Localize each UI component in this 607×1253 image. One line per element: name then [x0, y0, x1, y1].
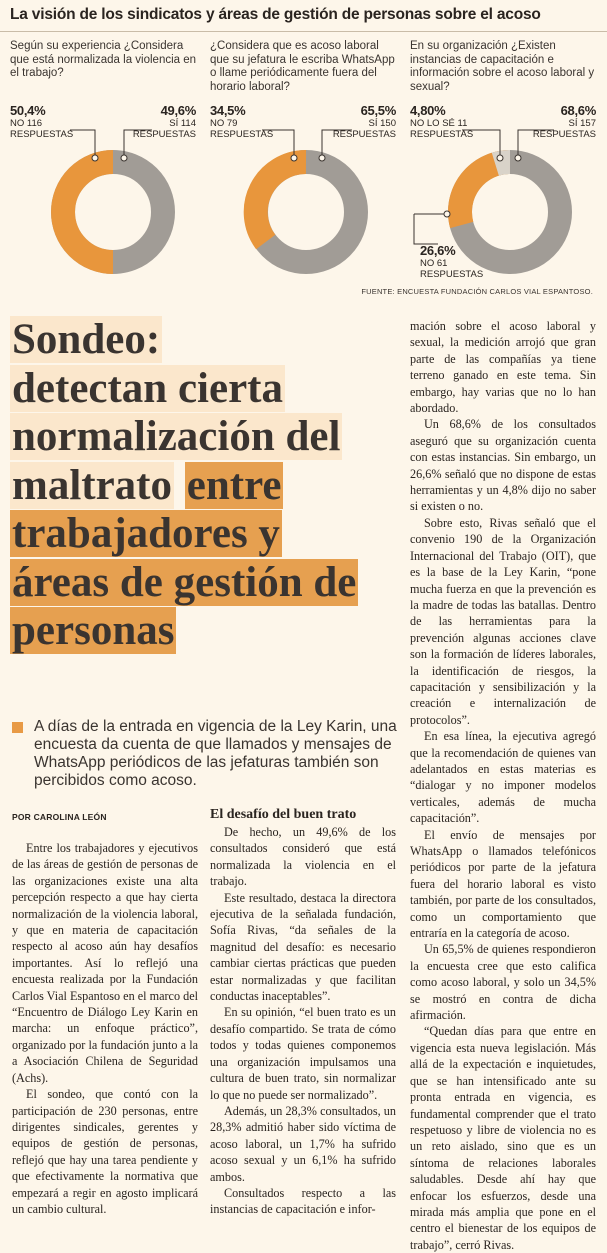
- headline-highlight-1: entre: [186, 461, 282, 509]
- paragraph: El envío de mensajes por WhatsApp o llamados telefónicos periódicos por parte de la jefatura fuera del horario laboral es visto también, por parte de los consultados, como un comportamiento que entraría en la categoría de acoso.: [410, 827, 596, 941]
- question-3-text: En su organización ¿Existen instancias de capacitación e información sobre el acoso laboral y sexual?: [410, 40, 595, 93]
- lead-text: A días de la entrada en vigencia de la Ley Karin, una encuesta da cuenta de que llamados y mensajes de WhatsApp periódicos de las jefaturas también son percibidos como acoso.: [34, 718, 397, 789]
- infographic: [0, 0, 607, 300]
- paragraph: De hecho, un 49,6% de los consultados consideró que está normalizada la violencia en el trabajo.: [210, 825, 396, 889]
- paragraph: En su opinión, “el buen trato es un desafío compartido. Se trata de cómo todos y todas quienes componemos una organización impulsamos una cultura de buen trato, sin normalizar lo que no puede ser normalizado”.: [210, 1005, 396, 1102]
- body-column-1: [12, 840, 198, 1217]
- headline-highlight-2: trabajadores y: [12, 510, 280, 557]
- q1-no-pct: 50,4%: [10, 103, 46, 118]
- q3-si-label2: RESPUESTAS: [532, 129, 596, 140]
- question-3: [410, 40, 600, 295]
- q3-si-label: SÍ 157: [568, 118, 596, 129]
- lead-paragraph: [12, 718, 397, 790]
- question-2: [210, 40, 400, 295]
- q2-si-leader: [322, 130, 352, 156]
- q3-no-label2: RESPUESTAS: [420, 269, 484, 280]
- q2-no-leader: [262, 130, 294, 156]
- q2-no-label2: RESPUESTAS: [210, 129, 274, 140]
- paragraph: Además, un 28,3% consultados, un 28,3% admitió haber sido víctima de acoso laboral, un 1,7% ha sufrido acoso sexual y un 6,1% ha sufrido ambos.: [210, 1103, 396, 1184]
- q1-si-label: SÍ 114: [169, 118, 196, 129]
- q3-nolose-label: NO LO SÉ 11: [410, 118, 468, 129]
- headline-highlight-4: personas: [12, 607, 175, 654]
- q2-no-pct: 34,5%: [210, 103, 246, 118]
- q2-si-label2: RESPUESTAS: [332, 129, 396, 140]
- q3-no-label: NO 61: [420, 258, 448, 269]
- q3-no-pct: 26,6%: [420, 243, 456, 258]
- question-1: [10, 40, 200, 295]
- q2-donut-chart: [210, 116, 400, 286]
- q3-donut-chart: [410, 116, 600, 286]
- question-2-text: ¿Considera que es acoso laboral que su jefatura le escriba WhatsApp o llame periódicamente fuera del horario laboral?: [210, 40, 395, 93]
- paragraph: Este resultado, destaca la directora ejecutiva de la señalada fundación, Sofía Rivas, “da señales de la magnitud del desafío: es necesario cambiar ciertas prácticas que pueden estar normalizadas y que facilitan conductas inaceptables”.: [210, 890, 396, 1004]
- q1-donut-chart: [10, 116, 200, 286]
- headline: [10, 316, 400, 656]
- square-bullet-icon: [12, 722, 23, 733]
- infographic-title: La visión de los sindicatos y áreas de gestión de personas sobre el acoso: [10, 6, 541, 23]
- paragraph: Entre los trabajadores y ejecutivos de las áreas de gestión de personas de las organizaciones existe una alta percepción respecto a que hay cierta normalización de la violencia laboral, y que en materia de capacitación respecto al acoso aún hay desafíos importantes. Así lo reflejó una encuesta realizada por la Fundación Carlos Vial Espantoso en el marco del “Encuentro de Diálogo Ley Karin en marcha: un enfoque práctico”, organizado por la fundación junto a la a Asociación Chilena de Seguridad (Achs).: [12, 841, 198, 1085]
- headline-line-4: maltrato: [12, 461, 172, 509]
- headline-line-3: normalización del: [12, 413, 341, 460]
- body-column-2: [210, 824, 396, 1218]
- byline: POR CAROLINA LEÓN: [12, 812, 107, 822]
- headline-line-1: Sondeo:: [12, 316, 161, 363]
- paragraph: “Quedan días para que entre en vigencia esta nueva legislación. Más allá de la expectación e inquietudes, que se han intensificado ante su pronta entrada en vigencia, es fundamental comprender que el trato respetuoso y libre de violencia no es un reto aislado, sino que es un síntoma de relaciones laborales saludables. Desde ahí hay que enfocar los esfuerzos, desde una mirada más amplia que pone en el centro el bienestar de los equipos de trabajo”, cerró Rivas.: [410, 1024, 596, 1252]
- paragraph: Sobre esto, Rivas señaló que el convenio 190 de la Organización Internacional del Trabajo (OIT), que es la base de la Ley Karin, “pone mucha fuerza en que la prevención es la madre de todas las batallas. Dentro de las herramientas para la prevención algunas acciones clave son la formación de líderes laborales, la identificación de riesgos, la capacitación y sensibilización y la creación e internalización de protocolos”.: [410, 515, 596, 727]
- body-column-3: [410, 318, 596, 1253]
- q1-no-slice: [63, 162, 113, 262]
- paragraph: El sondeo, que contó con la participación de 230 personas, entre dirigentes sindicales, gerentes y equipos de gestión de personas, reflejó que hay una tarea pendiente y que efectivamente la normativa que empezará a regir en agosto implicará un cambio cultural.: [12, 1087, 198, 1216]
- question-1-text: Según su experiencia ¿Considera que está normalizada la violencia en el trabajo?: [10, 40, 197, 79]
- paragraph: Consultados respecto a las instancias de capacitación e infor-: [210, 1185, 396, 1217]
- paragraph: Un 65,5% de quienes respondieron la encuesta cree que esto califica como acoso laboral, y solo un 34,5% se mostró en contra de dicha afirmación.: [410, 942, 596, 1023]
- q3-nolose-pct: 4,80%: [410, 103, 446, 118]
- q2-no-slice: [256, 162, 306, 242]
- q2-si-pct: 65,5%: [360, 103, 396, 118]
- headline-highlight-3: áreas de gestión de: [12, 558, 357, 606]
- q1-no-label2: RESPUESTAS: [10, 129, 74, 140]
- q3-nolose-slice: [495, 162, 510, 164]
- q1-si-label2: RESPUESTAS: [132, 129, 196, 140]
- paragraph: En esa línea, la ejecutiva agregó que la recomendación de quienes van adelantados en estas materias es “dialogar y no imponer modelos verticales, además de mucha capacitación”.: [410, 729, 596, 826]
- subhead: El desafío del buen trato: [210, 807, 357, 822]
- title-divider: [0, 31, 607, 32]
- q1-si-pct: 49,6%: [160, 103, 196, 118]
- q3-nolose-label2: RESPUESTAS: [410, 129, 474, 140]
- q1-no-leader: [70, 130, 95, 156]
- q2-si-label: SÍ 150: [368, 118, 396, 129]
- q3-si-pct: 68,6%: [560, 103, 596, 118]
- headline-line-2: detectan cierta: [12, 364, 283, 412]
- q2-no-label: NO 79: [210, 118, 238, 129]
- paragraph: Un 68,6% de los consultados aseguró que su organización cuenta con estas instancias. Sin embargo, un 26,6% señaló que no dispone de estas herramientas y un 4,8% dijo no saber si existen o no.: [410, 417, 596, 514]
- infographic-source: FUENTE: ENCUESTA FUNDACIÓN CARLOS VIAL ESPANTOSO.: [361, 287, 593, 296]
- paragraph: mación sobre el acoso laboral y sexual, la medición arrojó que gran parte de las compañías ya tiene terreno ganado en este tema. Sin embargo, hay varias que no lo han abordado.: [410, 319, 596, 416]
- q3-no-leader: [414, 214, 438, 244]
- q1-no-label: NO 116: [10, 118, 43, 129]
